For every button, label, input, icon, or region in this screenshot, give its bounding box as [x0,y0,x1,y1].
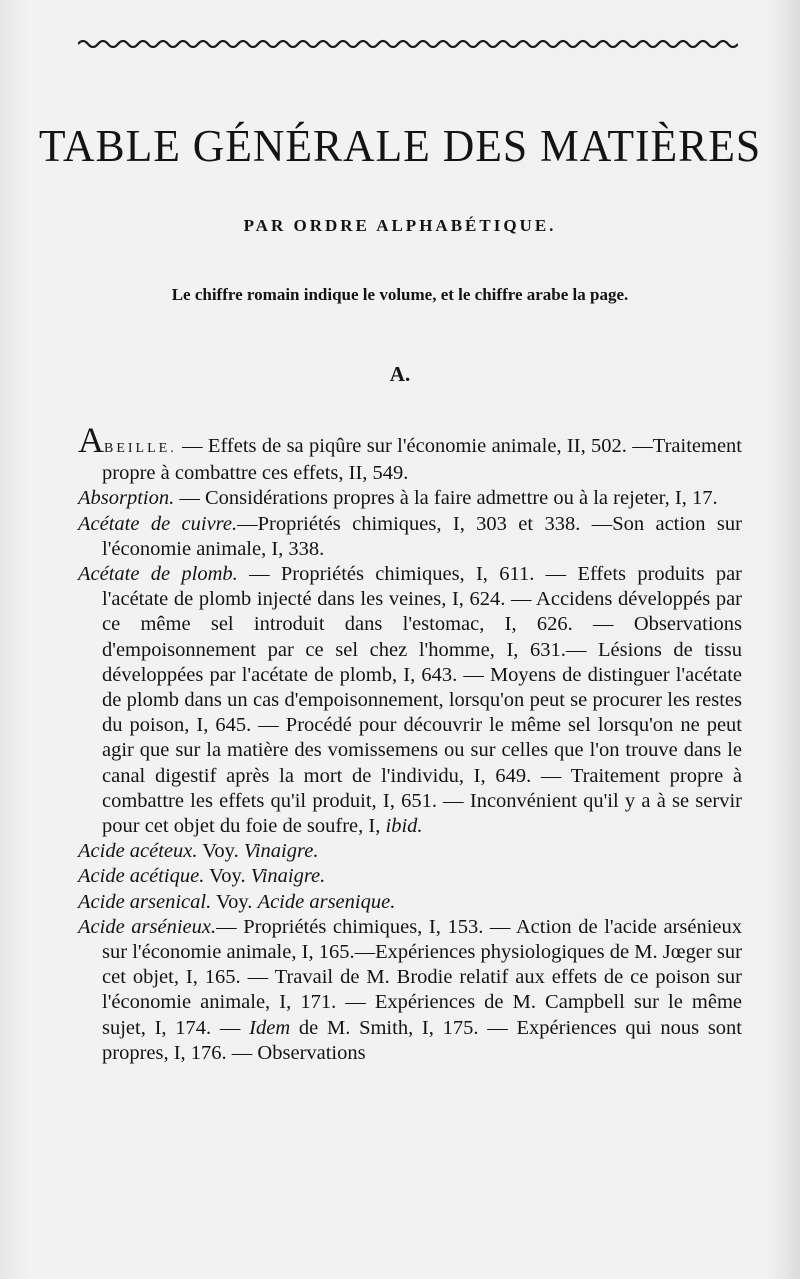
entry-voy: Voy. [204,865,251,888]
cross-reference: Vinaigre. [250,865,326,888]
entry-text: — Effets de sa piqûre sur l'économie animale, II, 502. —Traitement propre à combattre ces effets, II, 549. [102,435,742,485]
entry-term: Acide acéteux. [78,840,198,863]
index-entry-absorption [78,486,742,511]
entry-text: — Propriétés chimiques, I, 611. — Effets produits par l'acétate de plomb injecté dans les veines, I, 624. — Accidens développés par ce même sel introduit dans l'estomac, I, 626. — Observations d'empoisonnement par ce sel chez l'homme, I, 631.— Lésions de tissu développées par l'acétate de plomb, I, 643. — Moyens de distinguer l'acétate de plomb dans un cas d'empoisonnement, lorsqu'on peut se procurer les restes du poison, I, 645. — Procédé pour découvrir le même sel lorsqu'on ne peut agir que sur la matière des vomissemens ou sur celles que l'on trouve dans le canal digestif après la mort de l'individu, I, 649. — Traitement propre à combattre les effets qu'il produit, I, 651. — Inconvénient qu'il y a à se servir pour cet objet du foie de soufre, I, [102,563,742,838]
entry-term: Acétate de cuivre. [78,512,238,535]
index-entry-acetate-plomb [78,562,742,839]
page-subtitle: PAR ORDRE ALPHABÉTIQUE. [243,216,557,235]
entry-voy: Voy. [211,890,258,913]
entry-text: — Considérations propres à la faire admettre ou à la rejeter, I, 17. [174,487,718,510]
entry-ibid: ibid. [385,815,423,838]
cross-reference: Vinaigre. [243,840,319,863]
index-entry-acetate-cuivre [78,512,742,562]
entry-idem: Idem [249,1016,291,1039]
entry-text-continued: de M. Smith, I, 175. — Expériences qui nous sont propres, I, 176. — Observations [102,1016,743,1064]
page-title: TABLE GÉNÉRALE DES MATIÈRES [38,121,762,171]
index-entry-acide-arsenieux [78,915,742,1066]
entry-term: Acide arsenical. [78,890,212,913]
entry-term: BEILLE. [104,441,177,456]
drop-cap: A [78,420,104,460]
entry-voy: Voy. [197,840,244,863]
entry-term: Acétate de plomb. [78,563,238,586]
index-entries [78,420,743,1066]
index-entry-abeille [78,420,742,486]
index-entry-acide-arsenical [78,890,742,915]
decorative-rule [78,38,738,50]
entry-text: — Propriétés chimiques, I, 153. — Action de l'acide arsénieux sur l'économie animale, I, 165.—Expériences physiologiques de M. Jœger sur cet objet, I, 165. — Travail de M. Brodie relatif aux effets de ce poison sur l'économie animale, I, 171. — Expériences de M. Campbell sur le même sujet, I, 174. — [102,915,742,1039]
index-entry-acide-aceteux [78,839,742,864]
reading-note: Le chiffre romain indique le volume, et le chiffre arabe la page. [171,285,629,304]
entry-term: Absorption. [78,487,175,510]
cross-reference: Acide arsenique. [257,890,396,913]
entry-text: —Propriétés chimiques, I, 303 et 338. —Son action sur l'économie animale, I, 338. [102,512,742,560]
entry-term: Acide arsénieux. [78,915,217,938]
section-letter: A. [389,362,411,386]
index-entry-acide-acetique [78,864,742,889]
entry-term: Acide acétique. [78,865,205,888]
